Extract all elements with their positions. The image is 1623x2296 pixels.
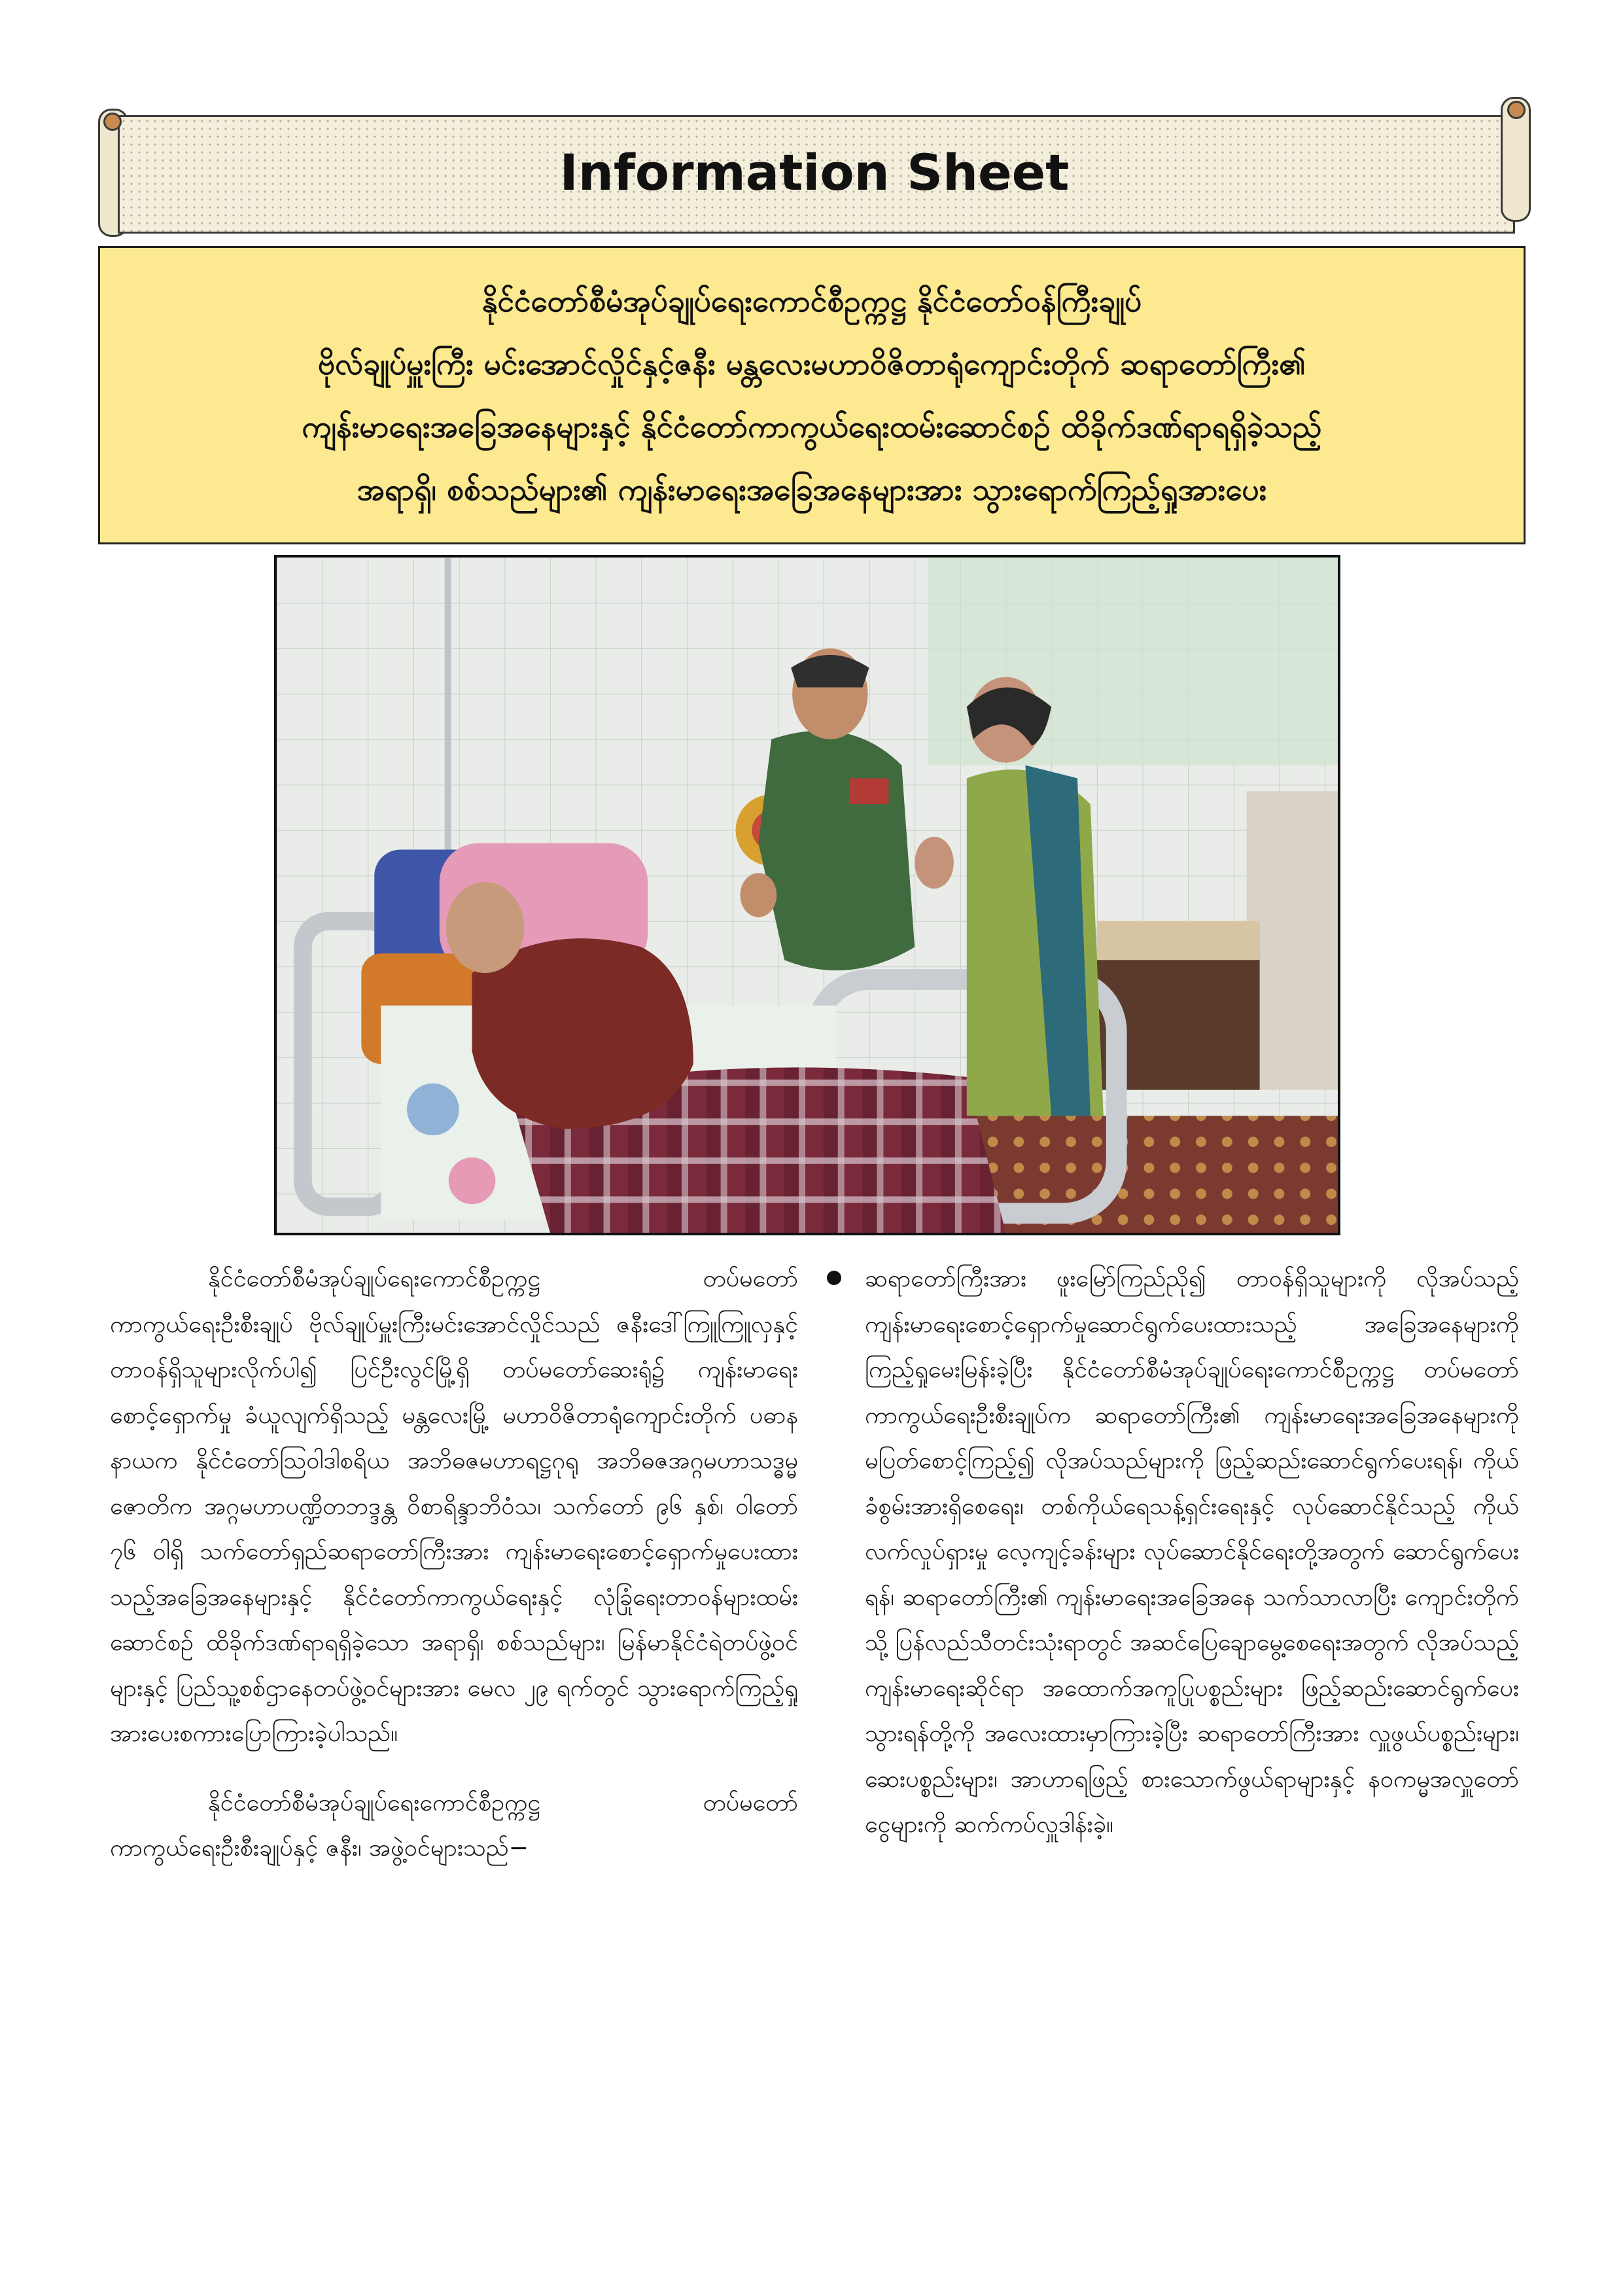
headline-box [98,246,1526,544]
bullet-text: ဆရာတော်ကြီးအား ဖူးမြော်ကြည်ညို၍ တာဝန်ရှိသူများကို လိုအပ်သည့် ကျန်းမာရေးစောင့်ရှောက်မှုဆောင်ရွက်ပေးထားသည့် အခြေအနေများကို ကြည့်ရှုမေးမြန်းခဲ့ပြီး နိုင်ငံတော်စီမံအုပ်ချုပ်ရေးကောင်စီဥက္ကဋ္ဌ တပ်မတော်ကာကွယ်ရေးဦးစီးချုပ်က ဆရာတော်ကြီး၏ ကျန်းမာရေးအခြေအနေများကို မပြတ်စောင့်ကြည့်၍ လိုအပ်သည်များကို ဖြည့်ဆည်းဆောင်ရွက်ပေးရန်၊ ကိုယ်ခံစွမ်းအားရှိစေရေး၊ တစ်ကိုယ်ရေသန့်ရှင်းရေးနှင့် လုပ်ဆောင်နိုင်သည့် ကိုယ်လက်လှုပ်ရှားမှု လေ့ကျင့်ခန်းများ လုပ်ဆောင်နိုင်ရေးတို့အတွက် ဆောင်ရွက်ပေးရန်၊ ဆရာတော်ကြီး၏ ကျန်းမာရေးအခြေအနေ သက်သာလာပြီး ကျောင်းတိုက်သို့ ပြန်လည်သီတင်းသုံးရာတွင် အဆင်ပြေချောမွေ့စေရေးအတွက် လိုအပ်သည့် ကျန်းမာရေးဆိုင်ရာ အထောက်အကူပြုပစ္စည်းများ ဖြည့်ဆည်းဆောင်ရွက်ပေးသွားရန်တို့ကို အလေးထားမှာကြားခဲ့ပြီး ဆရာတော်ကြီးအား လှူဖွယ်ပစ္စည်းများ၊ ဆေးပစ္စည်းများ၊ အာဟာရဖြည့် စားသောက်ဖွယ်ရာများနှင့် နဝကမ္မအလှူတော်ငွေများကို ဆက်ကပ်လှူဒါန်းခဲ့။ [865,1265,1519,1838]
headline-line: အရာရှိ၊ စစ်သည်များ၏ ကျန်းမာရေးအခြေအနေများအား သွားရောက်ကြည့်ရှုအားပေး [357,472,1267,507]
body-paragraph: နိုင်ငံတော်စီမံအုပ်ချုပ်ရေးကောင်စီဥက္ကဋ္ဌ တပ်မတော်ကာကွယ်ရေးဦးစီးချုပ်နှင့် ဇနီး၊ အဖွဲ့ဝင်များသည်− [110,1789,798,1862]
headline-line: နိုင်ငံတော်စီမံအုပ်ချုပ်ရေးကောင်စီဥက္ကဋ္ဌ နိုင်ငံတော်ဝန်ကြီးချုပ် [481,283,1142,319]
right-column [865,1256,1519,1848]
body-paragraph: နိုင်ငံတော်စီမံအုပ်ချုပ်ရေးကောင်စီဥက္ကဋ္ဌ တပ်မတော်ကာကွယ်ရေးဦးစီးချုပ် ဗိုလ်ချုပ်မှူးကြီးမင်းအောင်လှိုင်သည် ဇနီးဒေါ်ကြူကြူလှနှင့် တာဝန်ရှိသူများလိုက်ပါ၍ ပြင်ဦးလွင်မြို့ရှိ တပ်မတော်ဆေးရုံ၌ ကျန်းမာရေးစောင့်ရှောက်မှု ခံယူလျက်ရှိသည့် မန္တလေးမြို့ မဟာဝိဇိတာရုံကျောင်းတိုက် ပဓာနနာယက နိုင်ငံတော်သြဝါဒါစရိယ အဘိဓဇမဟာရဋ္ဌဂုရု အဘိဓဇအဂ္ဂမဟာသဒ္ဓမ္မဇောတိက အဂ္ဂမဟာပဏ္ဍိတဘဒ္ဒန္တ ဝိစာရိန္ဒာဘိဝံသ၊ သက်တော် ၉၆ နှစ်၊ ဝါတော် ၇၆ ဝါရှိ သက်တော်ရှည်ဆရာတော်ကြီးအား ကျန်းမာရေးစောင့်ရှောက်မှုပေးထားသည့်အခြေအနေများနှင့် နိုင်ငံတော်ကာကွယ်ရေးနှင့် လုံခြုံရေးတာဝန်များထမ်းဆောင်စဉ် ထိခိုက်ဒဏ်ရာရရှိခဲ့သော အရာရှိ၊ စစ်သည်များ၊ မြန်မာနိုင်ငံရဲတပ်ဖွဲ့ဝင်များနှင့် ပြည်သူ့စစ်ဌာနေတပ်ဖွဲ့ဝင်များအား မေလ ၂၉ ရက်တွင် သွားရောက်ကြည့်ရှုအားပေးစကားပြောကြားခဲ့ပါသည်။ [110,1265,798,1747]
page-title: Information Sheet [559,143,1070,202]
photo-illustration [277,557,1338,1233]
hospital-visit-photo [274,555,1340,1235]
bullet-item [865,1256,1519,1848]
headline-line: ဗိုလ်ချုပ်မှူးကြီး မင်းအောင်လှိုင်နှင့်ဇနီး မန္တလေးမဟာဝိဇိတာရုံကျောင်းတိုက် ဆရာတော်ကြီး၏ [317,346,1306,381]
headline-line: ကျန်းမာရေးအခြေအနေများနှင့် နိုင်ငံတော်ကာကွယ်ရေးထမ်းဆောင်စဉ် ထိခိုက်ဒဏ်ရာရရှိခဲ့သည့် [302,409,1322,444]
bullet-icon [827,1271,841,1285]
title-banner [98,97,1531,244]
left-column [110,1256,798,1871]
